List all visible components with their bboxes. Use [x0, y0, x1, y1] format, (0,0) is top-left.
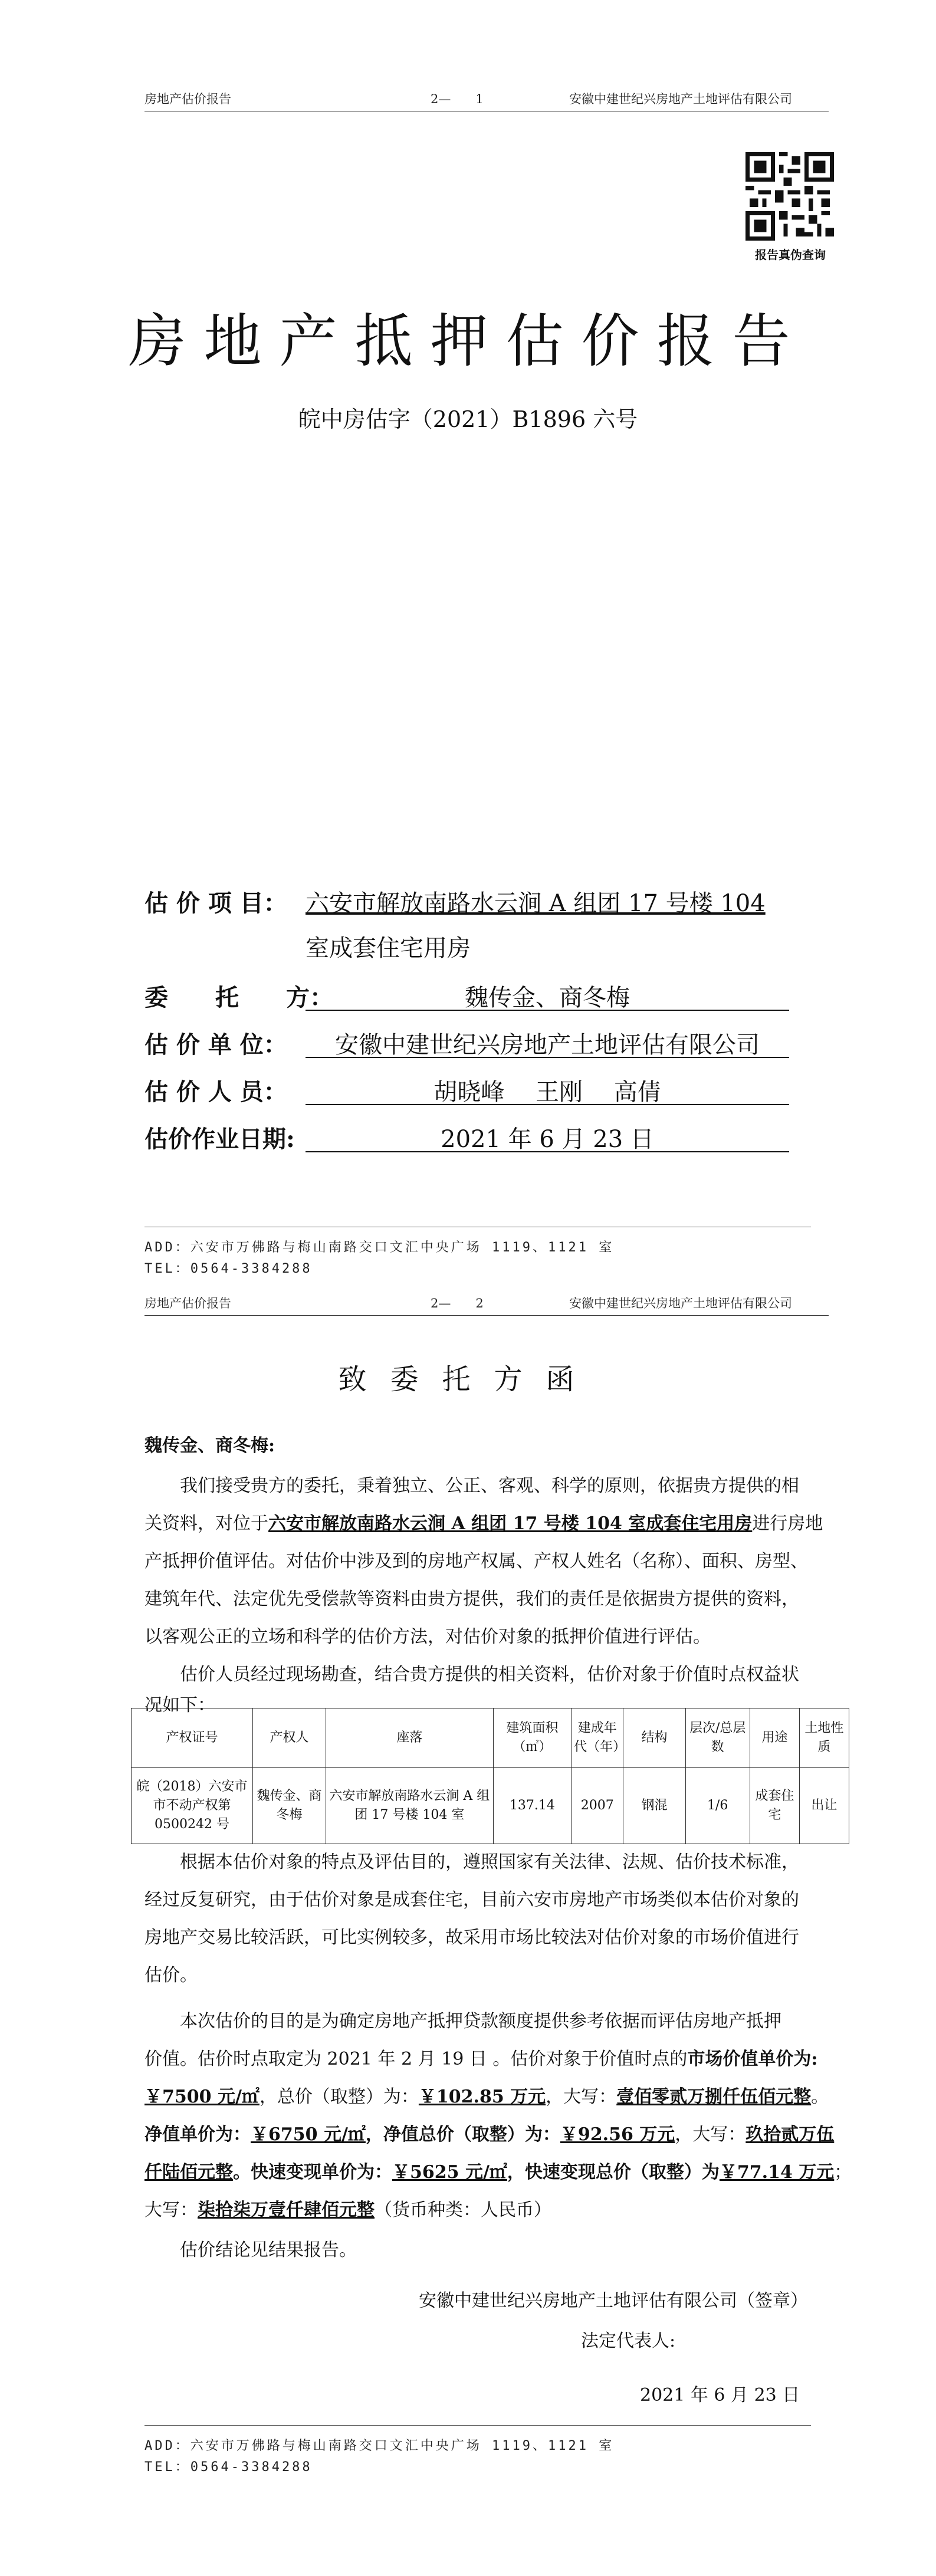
net-total-label: ，净值总价（取整）为：: [365, 2124, 560, 2145]
net-unit-price: ￥6750 元/㎡: [251, 2124, 366, 2145]
footer-address: ADD：六安市万佛路与梅山南路交口文汇中央广场 1119、1121 室: [144, 1240, 615, 1255]
para3-line4: 估价。: [144, 1965, 198, 1986]
table-header-row: [132, 1708, 849, 1768]
table-header: 产权证号: [132, 1708, 253, 1768]
item-underline-work-date: [306, 1151, 789, 1152]
table-cell: 钢混: [623, 1768, 685, 1844]
header-page-number: 2— 1: [431, 92, 484, 106]
para4-line4-e: ，大写：: [675, 2124, 746, 2145]
report-number: 皖中房估字（2021）B1896 六号: [298, 406, 638, 432]
signature-company: 安徽中建世纪兴房地产土地评估有限公司（签章）: [419, 2291, 808, 2311]
item-label-appraiser-firm: 估 价 单 位：: [144, 1031, 287, 1059]
table-cell: 出让: [799, 1768, 849, 1844]
quick-total-price: ￥77.14 万元: [719, 2162, 835, 2183]
para1-line5: 以客观公正的立场和科学的估价方法，对估价对象的抵押价值进行评估。: [144, 1627, 711, 1647]
market-unit-price: ￥7500 元/㎡: [144, 2087, 260, 2107]
signature-date: 2021 年 6 月 23 日: [640, 2385, 800, 2406]
letter-salutation: 魏传金、商冬梅:: [144, 1435, 275, 1456]
para4-line2: [144, 2041, 817, 2078]
para1-line2-c: 进行房地: [752, 1513, 823, 1534]
table-header: 用途: [750, 1708, 799, 1768]
header-left: 房地产估价报告: [144, 92, 231, 106]
item-label-client: 委 托 方：: [144, 984, 333, 1011]
footer-rule-page2: [144, 2425, 811, 2426]
table-header: 产权人: [252, 1708, 326, 1768]
para4-line3-f: 。: [811, 2087, 829, 2107]
item-underline-appraiser-firm: [306, 1057, 789, 1058]
signature-representative: 法定代表人:: [581, 2331, 676, 2351]
net-unit-label: 净值单价为：: [144, 2124, 251, 2145]
report-title: 房地产抵押估价报告: [128, 308, 808, 375]
para3-line1: 根据本估价对象的特点及评估目的，遵照国家有关法律、法规、估价技术标准，: [180, 1852, 799, 1872]
property-table: [131, 1708, 849, 1844]
item-value-client: 魏传金、商冬梅: [465, 984, 630, 1011]
market-total-words: 壹佰零贰万捌仟伍佰元整: [616, 2087, 812, 2107]
qr-code-icon[interactable]: [745, 152, 834, 241]
footer-address-page2: ADD：六安市万佛路与梅山南路交口文汇中央广场 1119、1121 室: [144, 2439, 615, 2453]
para4-line3-d: ，大写：: [546, 2087, 617, 2107]
letter-title: 致委托方函: [338, 1363, 598, 1396]
para1-line1: 我们接受贵方的委托，秉着独立、公正、客观、科学的原则，依据贵方提供的相: [180, 1476, 799, 1496]
header-rule-page2: [144, 1315, 829, 1316]
quick-total-words: 柒拾柒万壹仟肆佰元整: [198, 2200, 375, 2220]
net-total-words-b: 仟陆佰元整: [144, 2162, 233, 2183]
item-underline-client: [306, 1010, 789, 1011]
para3-line2: 经过反复研究，由于估价对象是成套住宅，目前六安市房地产市场类似本估价对象的: [144, 1890, 799, 1910]
table-cell: 成套住宅: [750, 1768, 799, 1844]
table-header: 座落: [326, 1708, 493, 1768]
header-right-page2: 安徽中建世纪兴房地产土地评估有限公司: [569, 1296, 792, 1310]
cover-page: [0, 0, 936, 1274]
property-address-highlight: 六安市解放南路水云涧 A 组团 17 号楼 104 室成套住宅用房: [268, 1513, 753, 1534]
item-underline-appraisers: [306, 1104, 789, 1105]
header-right: 安徽中建世纪兴房地产土地评估有限公司: [569, 92, 792, 106]
para1-line2: [144, 1505, 823, 1543]
footer-tel-page2: TEL：0564-3384288: [144, 2460, 313, 2475]
para2-line2: 况如下：: [144, 1695, 215, 1716]
item-value-appraisers: 胡晓峰 王刚 高倩: [433, 1079, 661, 1106]
market-unit-label: 市场价值单价为:: [687, 2049, 818, 2069]
table-row: [132, 1768, 849, 1844]
item-value-project-line1: 六安市解放南路水云涧 A 组团 17 号楼 104: [306, 890, 766, 917]
quick-unit-label: 。快速变现单价为：: [233, 2162, 392, 2183]
para2-line1: 估价人员经过现场勘查，结合贵方提供的相关资料，估价对象于价值时点权益状: [180, 1664, 799, 1685]
net-total-words-a: 玖拾贰万伍: [745, 2124, 835, 2145]
para4-line4: [144, 2116, 834, 2154]
para1-line2-a: 关资料，对位于: [144, 1513, 268, 1534]
table-header: 层次/总层数: [685, 1708, 750, 1768]
quick-total-label: ，快速变现总价（取整）为: [507, 2162, 720, 2183]
table-header: 建成年代（年）: [572, 1708, 623, 1768]
para1-line4: 建筑年代、法定优先受偿款等资料由贵方提供，我们的责任是依据贵方提供的资料，: [144, 1589, 799, 1609]
market-total-price: ￥102.85 万元: [418, 2087, 546, 2107]
para4-line5-f: ；: [834, 2162, 852, 2183]
item-label-appraisers: 估 价 人 员：: [144, 1078, 287, 1106]
para4-line6-a: 大写：: [144, 2200, 198, 2220]
item-value-project-line2: 室成套住宅用房: [306, 935, 471, 962]
para4-line5: [144, 2154, 852, 2191]
quick-unit-price: ￥5625 元/㎡: [392, 2162, 507, 2183]
item-label-work-date: 估价作业日期:: [144, 1125, 295, 1153]
para4-line6: [144, 2191, 551, 2229]
table-header: 土地性质: [799, 1708, 849, 1768]
table-cell: 2007: [572, 1768, 623, 1844]
para3-line3: 房地产交易比较活跃，可比实例较多，故采用市场比较法对估价对象的市场价值进行: [144, 1927, 799, 1948]
table-cell: 137.14: [493, 1768, 571, 1844]
footer-tel: TEL：0564-3384288: [144, 1261, 313, 1276]
item-label-project: 估 价 项 目：: [144, 889, 287, 917]
para4-line3-b: ，总价（取整）为：: [259, 2087, 419, 2107]
item-value-work-date: 2021 年 6 月 23 日: [441, 1126, 654, 1153]
header-page-number-page2: 2— 2: [431, 1296, 484, 1310]
table-cell: 皖（2018）六安市市不动产权第 0500242 号: [132, 1768, 253, 1844]
table-cell: 1/6: [685, 1768, 750, 1844]
qr-caption: 报告真伪查询: [755, 248, 826, 262]
table-cell: 魏传金、商冬梅: [252, 1768, 326, 1844]
para4-line3: [144, 2078, 829, 2116]
para4-line6-c: （货币种类：人民币）: [375, 2200, 551, 2220]
header-left-page2: 房地产估价报告: [144, 1296, 231, 1310]
table-cell: 六安市解放南路水云涧 A 组团 17 号楼 104 室: [326, 1768, 493, 1844]
net-total-price: ￥92.56 万元: [560, 2124, 675, 2145]
para1-line3: 产抵押价值评估。对估价中涉及到的房地产权属、产权人姓名（名称）、面积、房型、: [144, 1551, 808, 1572]
table-header: 建筑面积（㎡）: [493, 1708, 571, 1768]
para4-line1: 本次估价的目的是为确定房地产抵押贷款额度提供参考依据而评估房地产抵押: [180, 2011, 781, 2032]
item-value-appraiser-firm: 安徽中建世纪兴房地产土地评估有限公司: [335, 1031, 760, 1059]
table-header: 结构: [623, 1708, 685, 1768]
para5: 估价结论见结果报告。: [180, 2240, 357, 2260]
para4-line2-a: 价值。估价时点取定为 2021 年 2 月 19 日 。估价对象于价值时点的: [144, 2049, 688, 2069]
